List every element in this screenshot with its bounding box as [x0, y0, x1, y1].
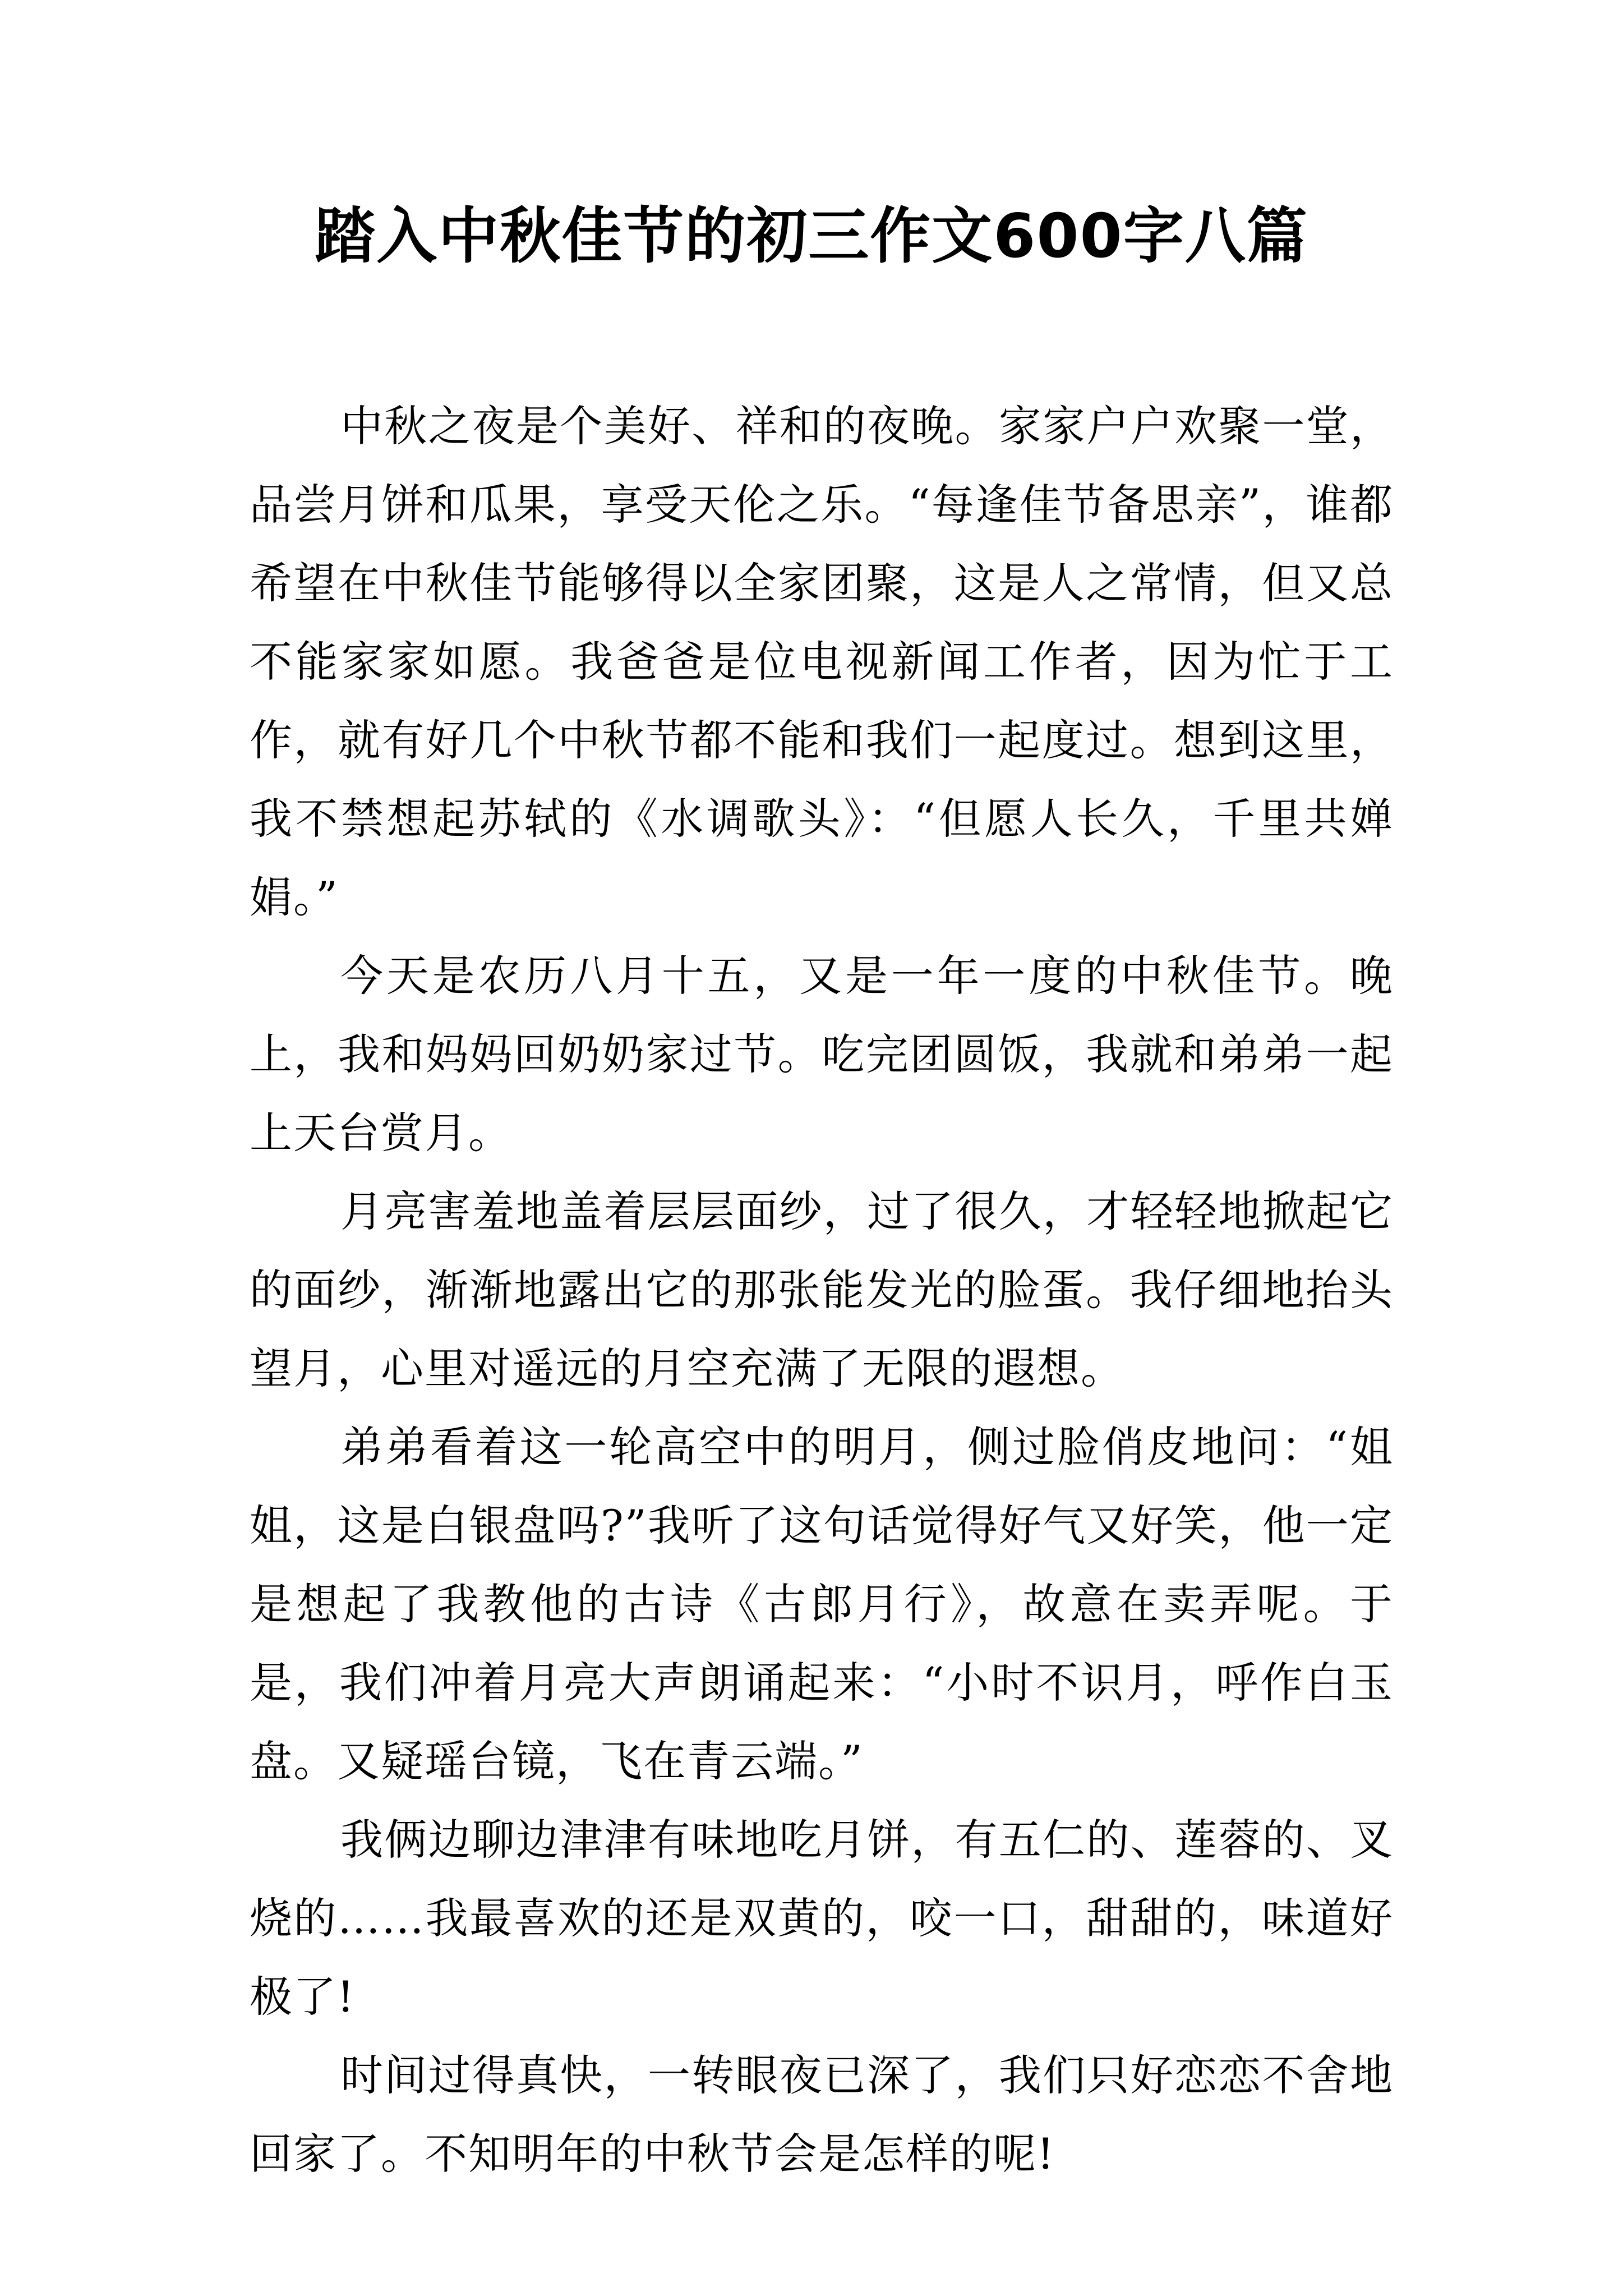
document-body [250, 387, 1394, 2193]
paragraph-2: 今天是农历八月十五，又是一年一度的中秋佳节。晚上，我和妈妈回奶奶家过节。吃完团圆饭，我就和弟弟一起上天台赏月。 [250, 951, 1394, 1158]
paragraph-5: 我俩边聊边津津有味地吃月饼，有五仁的、莲蓉的、叉烧的……我最喜欢的还是双黄的，咬一口，甜甜的，味道好极了! [250, 1815, 1394, 2022]
document-title: 踏入中秋佳节的初三作文600字八篇 [315, 201, 1308, 272]
paragraph-1: 中秋之夜是个美好、祥和的夜晚。家家户户欢聚一堂，品尝月饼和瓜果，享受天伦之乐。“每逢佳节备思亲”，谁都希望在中秋佳节能够得以全家团聚，这是人之常情，但又总不能家家如愿。我爸爸是位电视新闻工作者，因为忙于工作，就有好几个中秋节都不能和我们一起度过。想到这里，我不禁想起苏轼的《水调歌头》：“但愿人长久，千里共婵娟。” [250, 401, 1394, 922]
paragraph-3: 月亮害羞地盖着层层面纱，过了很久，才轻轻地掀起它的面纱，渐渐地露出它的那张能发光的脸蛋。我仔细地抬头望月，心里对遥远的月空充满了无限的遐想。 [250, 1186, 1394, 1393]
paragraph-6: 时间过得真快，一转眼夜已深了，我们只好恋恋不舍地回家了。不知明年的中秋节会是怎样的呢! [250, 2050, 1394, 2179]
paragraph-4: 弟弟看着这一轮高空中的明月，侧过脸俏皮地问：“姐姐，这是白银盘吗?”我听了这句话觉得好气又好笑，他一定是想起了我教他的古诗《古郎月行》，故意在卖弄呢。于是，我们冲着月亮大声朗诵起来：“小时不识月，呼作白玉盘。又疑瑶台镜，飞在青云端。” [250, 1422, 1394, 1786]
